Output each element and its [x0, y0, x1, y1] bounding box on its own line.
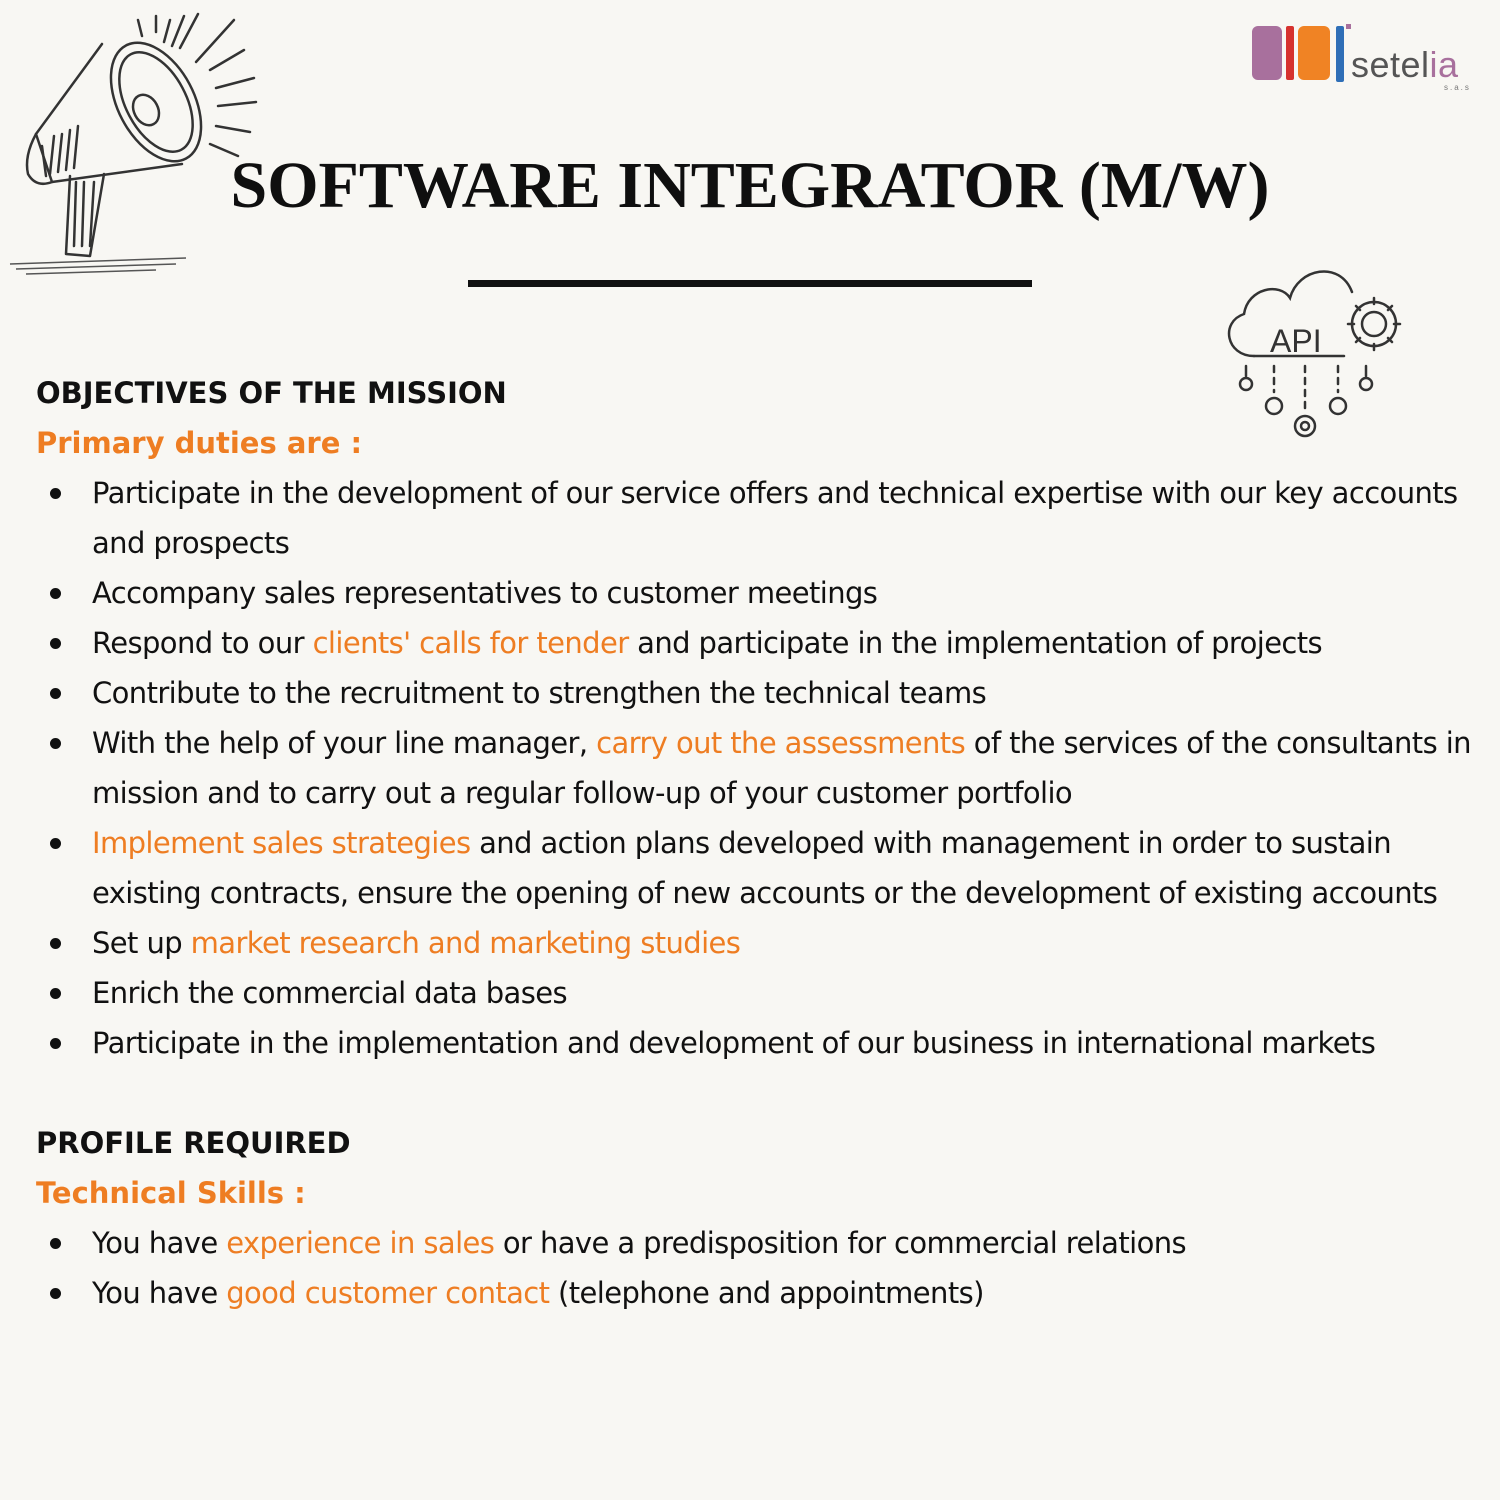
profile-list — [36, 1218, 1476, 1318]
list-item: Set up market research and marketing studies — [36, 918, 1476, 968]
bullet-icon — [50, 988, 61, 999]
bullet-icon — [50, 938, 61, 949]
list-item: Enrich the commercial data bases — [36, 968, 1476, 1018]
list-item: You have good customer contact (telephone and appointments) — [36, 1268, 1476, 1318]
logo-subtitle: s.a.s — [1444, 83, 1471, 92]
list-item: Accompany sales representatives to customer meetings — [36, 568, 1476, 618]
bullet-icon — [50, 638, 61, 649]
title-underline — [468, 280, 1032, 287]
list-item: Implement sales strategies and action plans developed with management in order to sustain existing contracts, ensure the opening of new accounts or the development of existing accounts — [36, 818, 1476, 918]
list-item: Participate in the development of our service offers and technical expertise with our key accounts and prospects — [36, 468, 1476, 568]
page-title: SOFTWARE INTEGRATOR (M/W) — [230, 149, 1270, 222]
list-item: Contribute to the recruitment to strengthen the technical teams — [36, 668, 1476, 718]
bullet-icon — [50, 1038, 61, 1049]
megaphone-icon — [6, 6, 266, 276]
list-item: With the help of your line manager, carry out the assessments of the services of the consultants in mission and to carry out a regular follow-up of your customer portfolio — [36, 718, 1476, 818]
profile-heading: PROFILE REQUIRED — [36, 1126, 351, 1160]
mission-list — [36, 468, 1476, 1068]
api-icon-label: API — [1270, 323, 1322, 359]
mission-subheading: Primary duties are : — [36, 426, 363, 460]
list-item: Participate in the implementation and development of our business in international markets — [36, 1018, 1476, 1068]
bullet-icon — [50, 488, 61, 499]
mission-heading: OBJECTIVES OF THE MISSION — [36, 376, 507, 410]
list-item: Respond to our clients' calls for tender and participate in the implementation of projects — [36, 618, 1476, 668]
bullet-icon — [50, 1288, 61, 1299]
profile-subheading: Technical Skills : — [36, 1176, 306, 1210]
job-description — [36, 368, 1476, 1318]
list-item: You have experience in sales or have a predisposition for commercial relations — [36, 1218, 1476, 1268]
bullet-icon — [50, 688, 61, 699]
bullet-icon — [50, 1238, 61, 1249]
bullet-icon — [50, 838, 61, 849]
logo-wordmark: setelia — [1351, 44, 1459, 85]
bullet-icon — [50, 738, 61, 749]
bullet-icon — [50, 588, 61, 599]
section-spacer — [36, 1068, 1476, 1118]
